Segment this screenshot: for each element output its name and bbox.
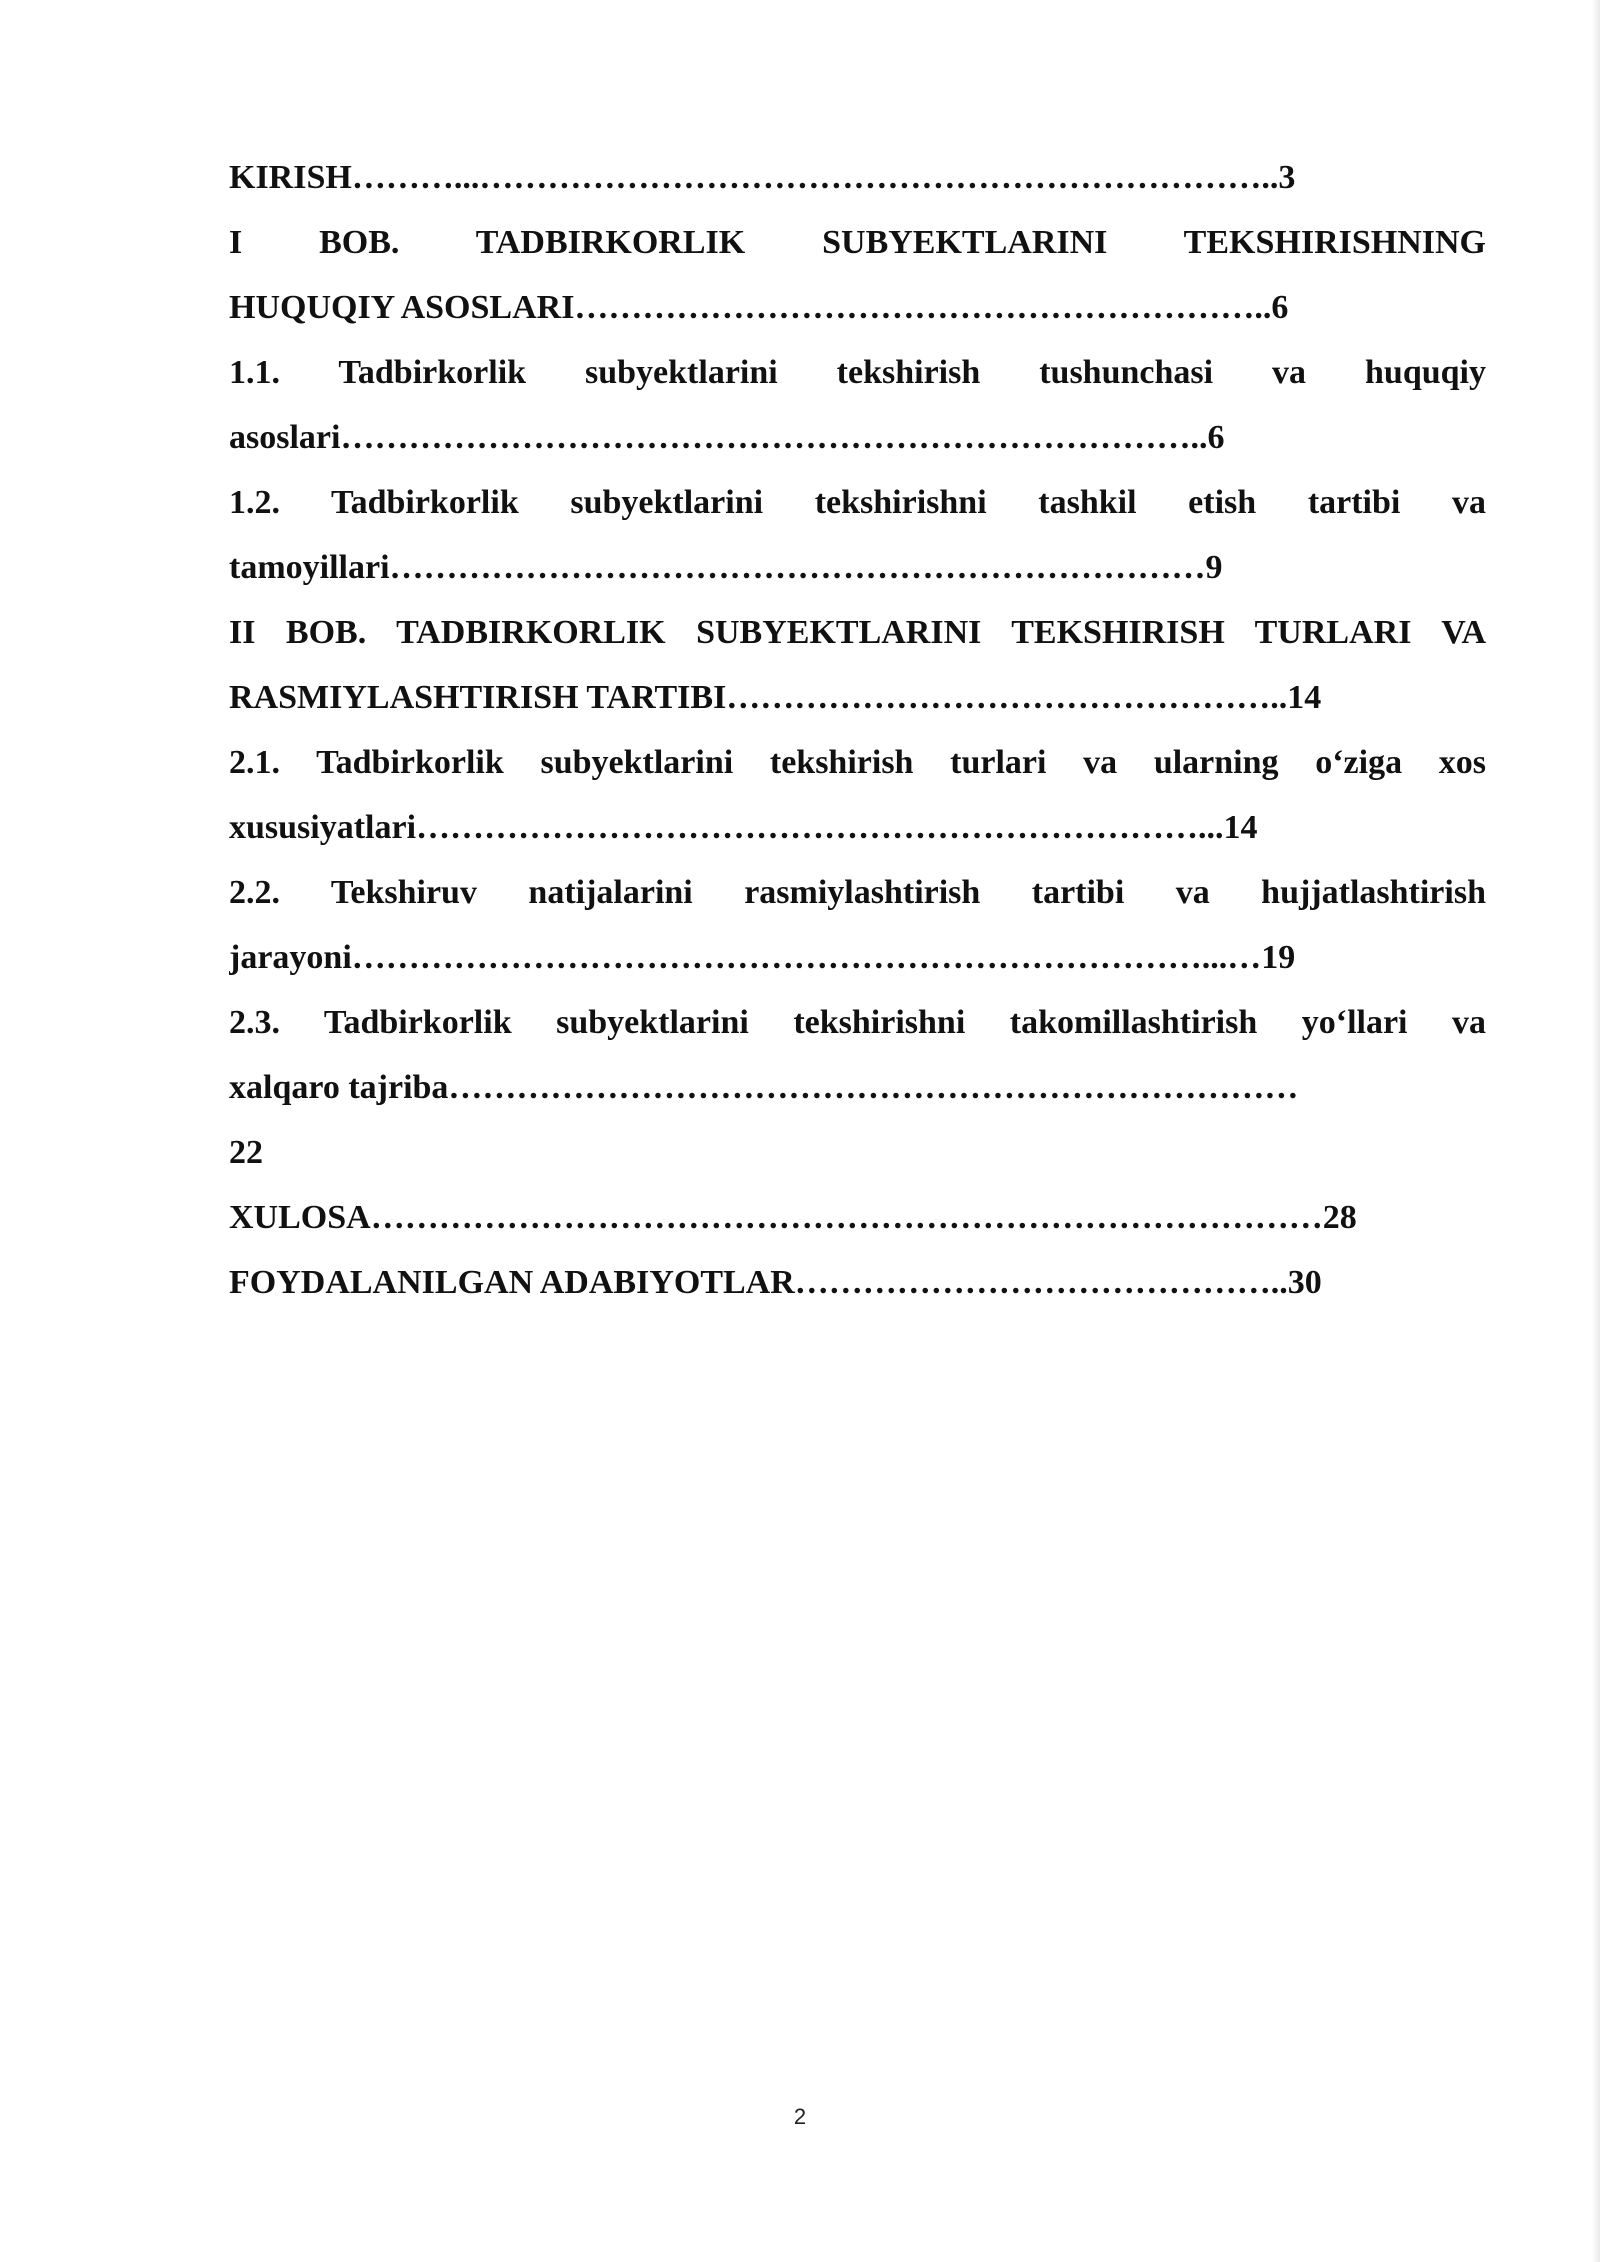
toc-entry-section-1-1: 1.1. Tadbirkorlik subyektlarini tekshirish tushunchasi va huquqiy [229, 354, 1486, 391]
toc-entry-section-2-2-cont: jarayoni…………………………………………………………………...…19 [229, 939, 1296, 976]
toc-entry-adabiyotlar: FOYDALANILGAN ADABIYOTLAR……………………………………..30 [229, 1264, 1322, 1301]
toc-entry-section-2-1-cont: xususiyatlari……………………………………………………………...14 [229, 809, 1258, 846]
toc-entry-chapter-2-title: II BOB. TADBIRKORLIK SUBYEKTLARINI TEKSHIRISH TURLARI VA [229, 614, 1486, 651]
toc-entry-kirish: KIRISH………...……………………………………………………………..3 [229, 159, 1296, 196]
page-edge-shadow [1592, 0, 1600, 2262]
toc-entry-section-2-3-page: 22 [229, 1134, 263, 1171]
toc-entry-xulosa: XULOSA…………………………………………………………………………28 [229, 1199, 1357, 1236]
toc-entry-chapter-1-title: I BOB. TADBIRKORLIK SUBYEKTLARINI TEKSHIRISHNING [229, 224, 1486, 261]
toc-entry-section-2-2: 2.2. Tekshiruv natijalarini rasmiylashtirish tartibi va hujjatlashtirish [229, 874, 1486, 911]
toc-entry-chapter-2-title-cont: RASMIYLASHTIRISH TARTIBI…………………………………………..14 [229, 679, 1322, 716]
table-of-contents [229, 145, 1486, 1315]
toc-entry-section-2-3-cont: xalqaro tajriba………………………………………………………………… [229, 1069, 1299, 1106]
toc-entry-chapter-1-title-cont: HUQUQIY ASOSLARI……………………………………………………..6 [229, 289, 1289, 326]
page-number: 2 [793, 2104, 807, 2129]
toc-entry-section-1-2-cont: tamoyillari………………………………………………………………9 [229, 549, 1223, 586]
toc-entry-section-2-3: 2.3. Tadbirkorlik subyektlarini tekshirishni takomillashtirish yo‘llari va [229, 1004, 1486, 1041]
toc-entry-section-2-1: 2.1. Tadbirkorlik subyektlarini tekshirish turlari va ularning o‘ziga xos [229, 744, 1486, 781]
toc-entry-section-1-1-cont: asoslari…………………………………………………………………..6 [229, 419, 1225, 456]
toc-entry-section-1-2: 1.2. Tadbirkorlik subyektlarini tekshirishni tashkil etish tartibi va [229, 484, 1486, 521]
